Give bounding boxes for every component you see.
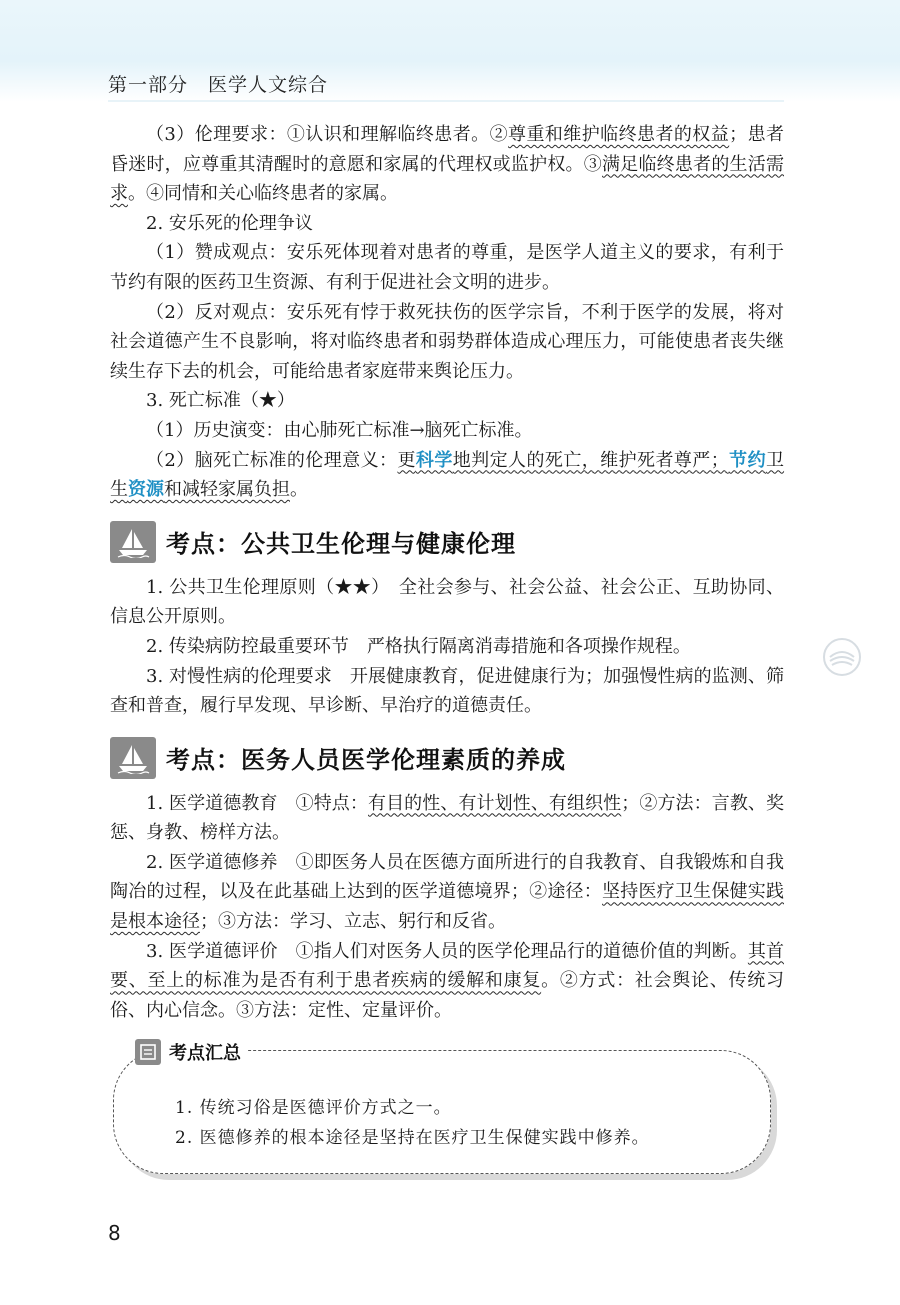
- section-title: 考点：医务人员医学伦理素质的养成: [166, 746, 566, 775]
- paragraph-infectious-disease: 2. 传染病防控最重要环节 严格执行隔离消毒措施和各项操作规程。: [146, 635, 691, 657]
- main-content: [110, 120, 784, 1025]
- paragraph-moral-evaluation: 3. 医学道德评价 ①指人们对医务人员的医学伦理品行的道德价值的判断。其首要、至上的标准为是否有利于患者疾病的缓解和康复。②方式：社会舆论、传统习俗、内心信念。③方法：定性、定量评价。: [110, 940, 785, 1021]
- sailboat-icon: [110, 521, 156, 563]
- paragraph-chronic-disease: 3. 对慢性病的伦理要求 开展健康教育，促进健康行为；加强慢性病的监测、筛查和普查，履行早发现、早诊断、早治疗的道德责任。: [110, 665, 784, 717]
- heading-death-standard: 3. 死亡标准（★）: [146, 390, 295, 412]
- summary-header: [135, 1036, 247, 1068]
- paragraph-brain-death-meaning: （2）脑死亡标准的伦理意义：更科学地判定人的死亡，维护死者尊严；节约卫生资源和减轻家属负担。: [110, 449, 785, 501]
- section-heading-medical-staff: [110, 735, 784, 781]
- section-heading-public-health: [110, 519, 784, 565]
- summary-title: 考点汇总: [169, 1043, 241, 1064]
- paragraph-ethical-requirements: （3）伦理要求：①认识和理解临终患者。②尊重和维护临终患者的权益；患者昏迷时，应尊重其清醒时的意愿和家属的代理权或监护权。③满足临终患者的生活需求。④同情和关心临终患者的家属。: [110, 124, 785, 205]
- circular-emblem-icon: [822, 637, 862, 677]
- notebook-icon: [135, 1039, 161, 1065]
- paragraph-moral-education: 1. 医学道德教育 ①特点：有目的性、有计划性、有组织性；②方法：言教、奖惩、身教、榜样方法。: [110, 792, 785, 844]
- section-title: 考点：公共卫生伦理与健康伦理: [166, 530, 516, 559]
- paragraph-moral-cultivation: 2. 医学道德修养 ①即医务人员在医德方面所进行的自我教育、自我锻炼和自我陶冶的过程，以及在此基础上达到的医学道德境界；②途径：坚持医疗卫生保健实践是根本途径；③方法：学习、立志、躬行和反省。: [110, 851, 784, 933]
- page-number: 8: [108, 1221, 121, 1245]
- summary-item: 2. 医德修养的根本途径是坚持在医疗卫生保健实践中修养。: [175, 1128, 650, 1148]
- paragraph-support-view: （1）赞成观点：安乐死体现着对患者的尊重，是医学人道主义的要求，有利于节约有限的医药卫生资源、有利于促进社会文明的进步。: [110, 242, 784, 293]
- summary-item: 1. 传统习俗是医德评价方式之一。: [175, 1098, 452, 1118]
- paragraph-history: （1）历史演变：由心肺死亡标准→脑死亡标准。: [146, 419, 533, 441]
- page-header-title: 第一部分 医学人文综合: [108, 74, 329, 96]
- sailboat-icon: [110, 737, 156, 779]
- heading-euthanasia: 2. 安乐死的伦理争议: [146, 212, 313, 234]
- paragraph-opposing-view: （2）反对观点：安乐死有悖于救死扶伤的医学宗旨，不利于医学的发展，将对社会道德产生不良影响，将对临终患者和弱势群体造成心理压力，可能使患者丧失继续生存下去的机会，可能给患者家庭带来舆论压力。: [110, 301, 784, 382]
- header-rule: [108, 100, 784, 102]
- summary-box: [113, 1036, 785, 1181]
- paragraph-public-health-principles: 1. 公共卫生伦理原则（★★） 全社会参与、社会公益、社会公正、互助协同、信息公开原则。: [110, 576, 784, 628]
